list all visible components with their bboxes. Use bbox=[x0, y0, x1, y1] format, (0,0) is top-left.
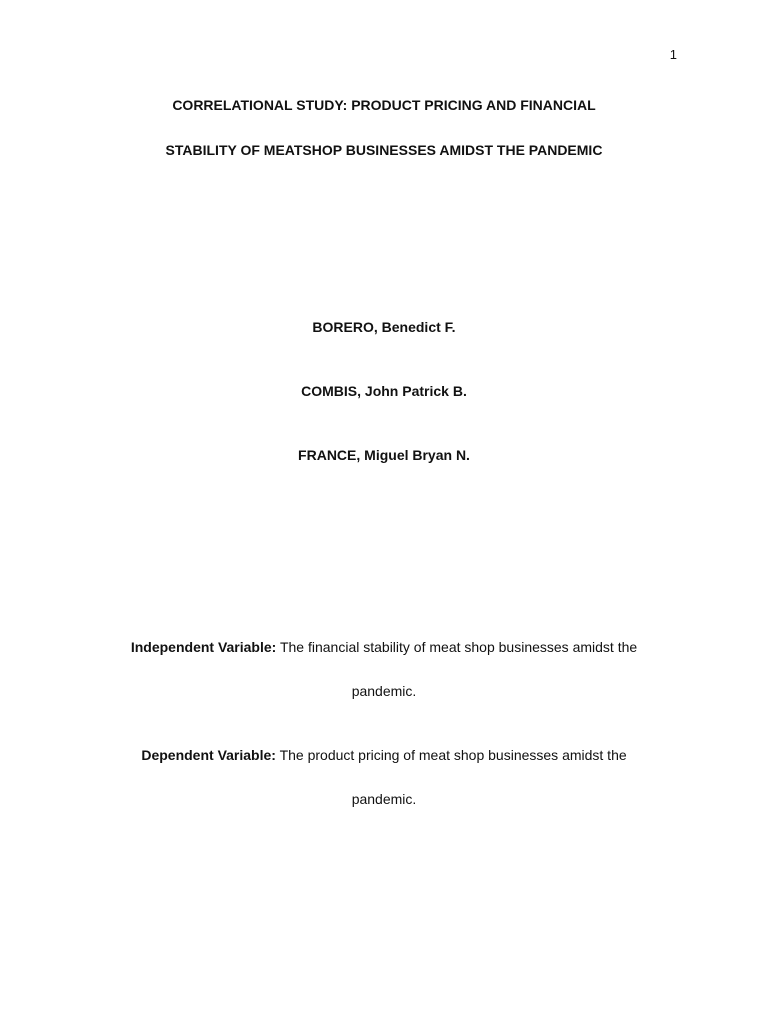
independent-variable-line-2: pandemic. bbox=[351, 683, 417, 699]
dependent-variable-text: The product pricing of meat shop businesses amidst the bbox=[275, 747, 627, 763]
independent-variable-text: The financial stability of meat shop businesses amidst the bbox=[276, 639, 638, 655]
dependent-variable-line-2: pandemic. bbox=[351, 791, 417, 807]
author-2: COMBIS, John Patrick B. bbox=[301, 383, 467, 399]
dependent-variable-label: Dependent Variable: bbox=[141, 747, 276, 763]
title-line-2: STABILITY OF MEATSHOP BUSINESSES AMIDST THE PANDEMIC bbox=[165, 142, 603, 158]
page-number: 1 bbox=[669, 47, 677, 62]
author-3: FRANCE, Miguel Bryan N. bbox=[298, 447, 470, 463]
title-line-1: CORRELATIONAL STUDY: PRODUCT PRICING AND FINANCIAL bbox=[172, 97, 596, 113]
dependent-variable-line-1 bbox=[0, 746, 768, 764]
independent-variable-label: Independent Variable: bbox=[130, 639, 277, 655]
independent-variable-line-1 bbox=[0, 638, 768, 656]
author-1: BORERO, Benedict F. bbox=[312, 319, 456, 335]
